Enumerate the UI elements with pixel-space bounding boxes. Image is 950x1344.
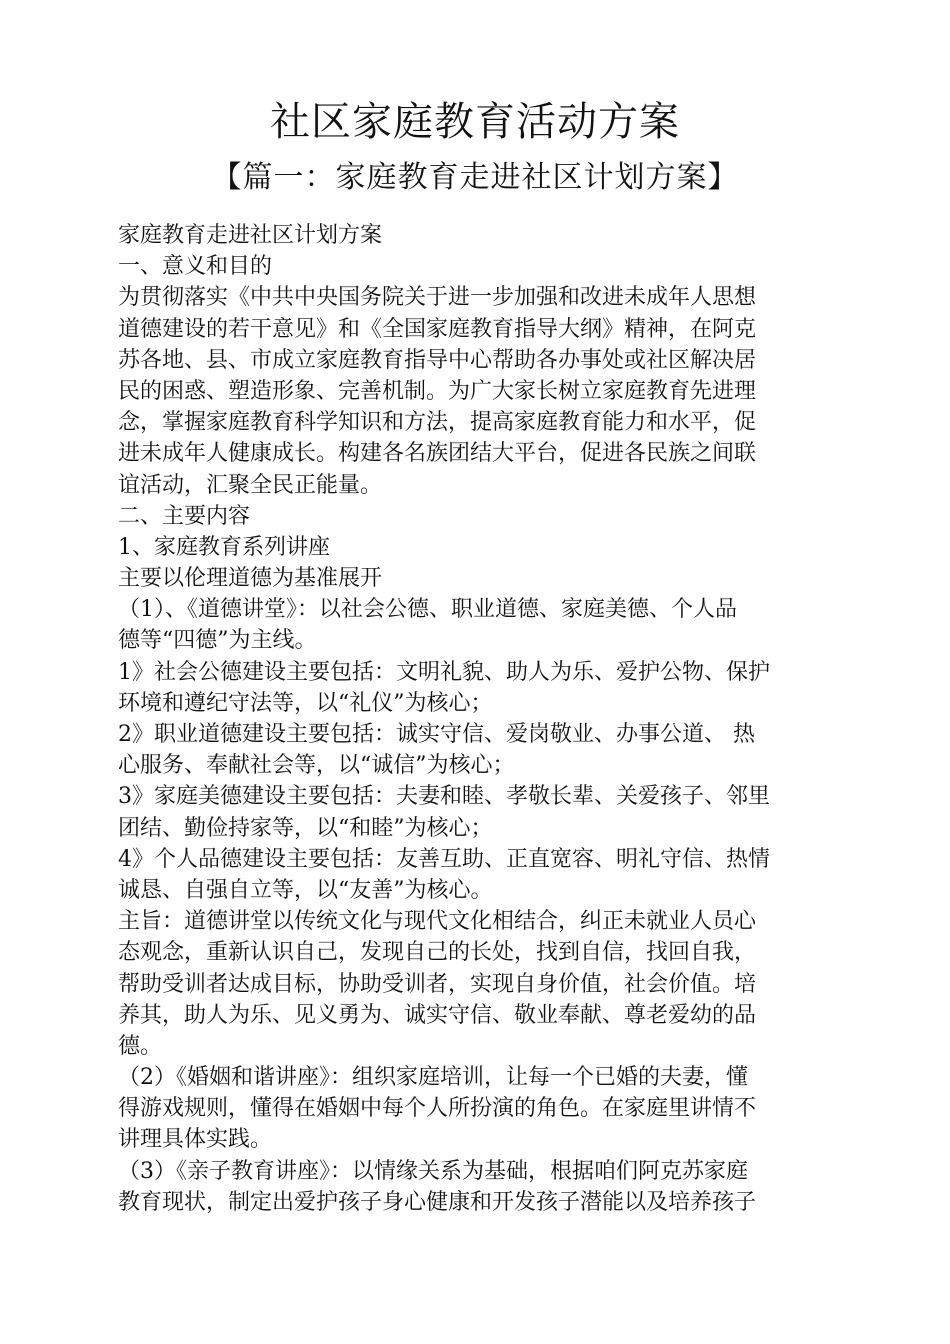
text-line: 一、意义和目的 (118, 254, 273, 280)
document-title: 社区家庭教育活动方案 (270, 99, 680, 145)
text-line: （3）《亲子教育讲座》：以情缘关系为基础，根据咱们阿克苏家庭 (118, 1158, 748, 1184)
text-line: 谊活动，汇聚全民正能量。 (118, 472, 383, 498)
text-line: 苏各地、县、市成立家庭教育指导中心帮助各办事处或社区解决居 (118, 347, 757, 373)
text-line: 家庭教育走进社区计划方案 (118, 223, 383, 248)
text-line: 德。 (118, 1033, 163, 1059)
text-line: （2）《婚姻和谐讲座》：组织家庭培训，让每一个已婚的夫妻，懂 (118, 1065, 748, 1091)
text-line: 德等“四德”为主线。 (118, 628, 317, 654)
text-line: 二、主要内容 (118, 503, 251, 529)
text-line: （1）、《道德讲堂》：以社会公德、职业道德、家庭美德、个人品 (118, 597, 737, 623)
document-subtitle: 【篇一：家庭教育走进社区计划方案】 (211, 160, 739, 195)
text-line: 态观念，重新认识自己，发现自己的长处，找到自信，找回自我， (118, 940, 757, 966)
text-line: 进未成年人健康成长。构建各名族团结大平台，促进各民族之间联 (118, 441, 757, 467)
text-line: 3》家庭美德建设主要包括：夫妻和睦、孝敬长辈、关爱孩子、邻里 (118, 784, 770, 810)
text-line: 1、家庭教育系列讲座 (118, 534, 330, 560)
text-line: 道德建设的若干意见》和《全国家庭教育指导大纲》精神，在阿克 (118, 316, 757, 342)
text-line: 教育现状，制定出爱护孩子身心健康和开发孩子潜能以及培养孩子 (118, 1189, 757, 1215)
document-body (118, 220, 838, 1218)
text-line: 1》社会公德建设主要包括：文明礼貌、助人为乐、爱护公物、保护 (118, 659, 770, 685)
text-line: 团结、勤俭持家等，以“和睦”为核心； (118, 815, 493, 841)
text-line: 讲理具体实践。 (118, 1127, 273, 1153)
text-line: 2》职业道德建设主要包括：诚实守信、爱岗敬业、办事公道、 热 (118, 722, 755, 747)
text-line: 帮助受训者达成目标，协助受训者，实现自身价值，社会价值。培 (118, 971, 757, 997)
text-line: 得游戏规则，懂得在婚姻中每个人所扮演的角色。在家庭里讲情不 (118, 1096, 757, 1122)
text-line: 念，掌握家庭教育科学知识和方法，提高家庭教育能力和水平，促 (118, 410, 757, 436)
text-line: 养其，助人为乐、见义勇为、诚实守信、敬业奉献、尊老爱幼的品 (118, 1002, 757, 1028)
text-line: 4》个人品德建设主要包括：友善互助、正直宽容、明礼守信、热情 (118, 846, 770, 872)
text-line: 主旨：道德讲堂以传统文化与现代文化相结合，纠正未就业人员心 (118, 909, 757, 935)
text-line: 环境和遵纪守法等，以“礼仪”为核心； (118, 690, 493, 716)
text-line: 诚恳、自强自立等，以“友善”为核心。 (118, 877, 493, 903)
text-line: 民的困惑、塑造形象、完善机制。为广大家长树立家庭教育先进理 (118, 378, 757, 404)
text-line: 主要以伦理道德为基准展开 (118, 566, 383, 592)
text-line: 心服务、奉献社会等，以“诚信”为核心； (118, 753, 515, 779)
text-line: 为贯彻落实《中共中央国务院关于进一步加强和改进未成年人思想 (118, 285, 757, 311)
